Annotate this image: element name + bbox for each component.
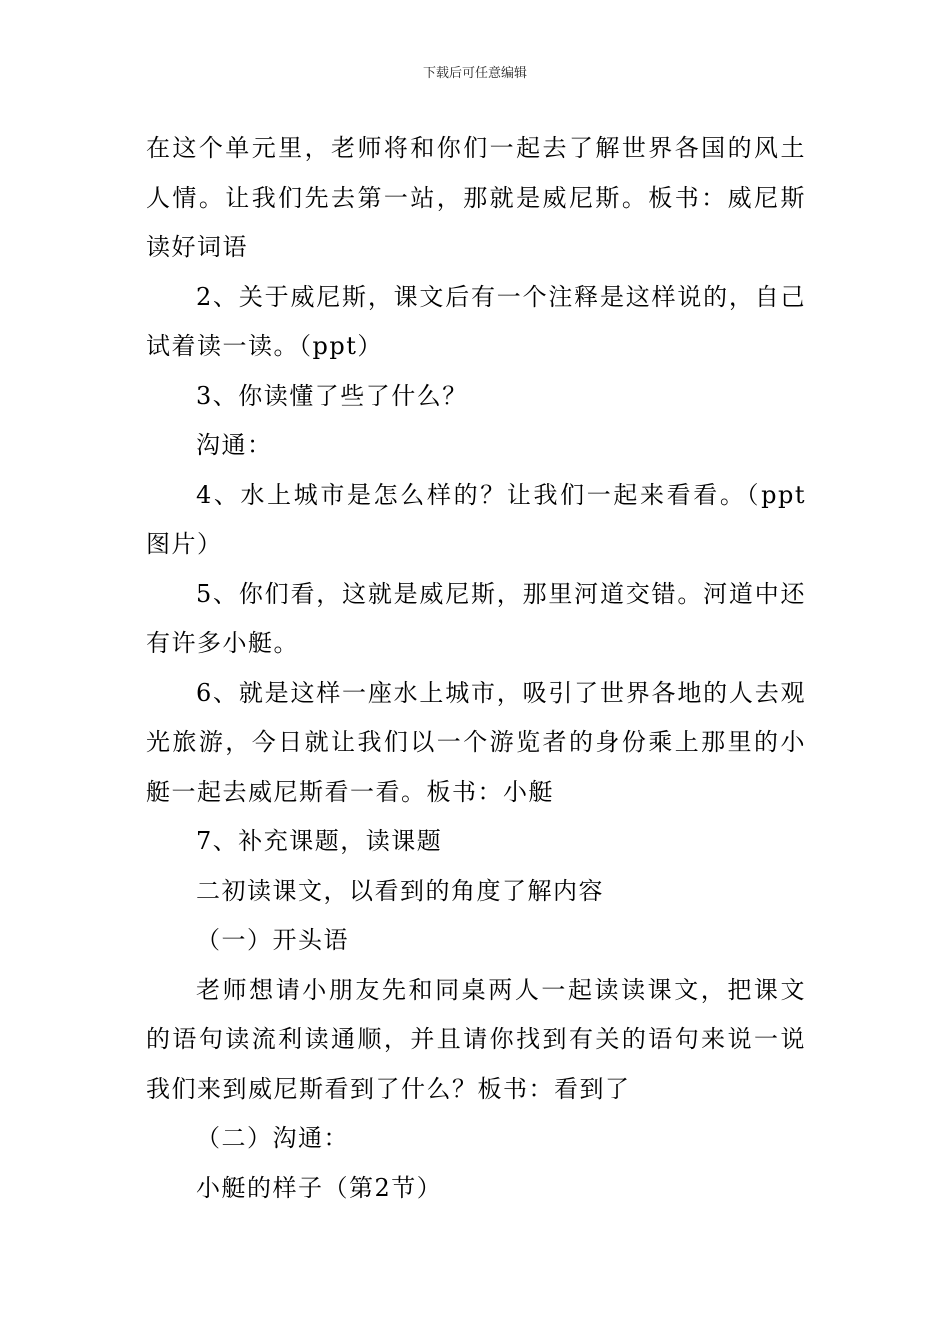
paragraph-boat-shape: 小艇的样子（第2节） (196, 1173, 443, 1202)
document-body (146, 124, 806, 1213)
paragraph-item-5: 5、你们看，这就是威尼斯，那里河道交错。河道中还有许多小艇。 (146, 579, 806, 657)
paragraph-communicate-1: 沟通： (196, 431, 273, 459)
subsection-heading-2: （二）沟通： (196, 1124, 349, 1152)
paragraph-item-3: 3、你读懂了些了什么？ (196, 381, 468, 410)
page-header-note: 下载后可任意编辑 (422, 66, 527, 81)
paragraph-teacher-instruction: 老师想请小朋友先和同桌两人一起读读课文，把课文的语句读流利读通顺，并且请你找到有关的语句来说一说我们来到威尼斯看到了什么？板书：看到了 (146, 975, 806, 1103)
paragraph-item-4: 4、水上城市是怎么样的？让我们一起来看看。（ppt图片） (146, 480, 806, 558)
section-heading-2: 二初读课文，以看到的角度了解内容 (196, 876, 604, 905)
paragraph-item-7: 7、补充课题，读课题 (196, 827, 443, 855)
paragraph-intro: 在这个单元里，老师将和你们一起去了解世界各国的风土人情。让我们先去第一站，那就是威尼斯。板书：威尼斯读好词语 (146, 134, 806, 261)
paragraph-item-6: 6、就是这样一座水上城市，吸引了世界各地的人去观光旅游，今日就让我们以一个游览者的身份乘上那里的小艇一起去威尼斯看一看。板书：小艇 (146, 678, 806, 806)
paragraph-item-2: 2、关于威尼斯，课文后有一个注释是这样说的，自己试着读一读。（ppt） (146, 282, 806, 360)
subsection-heading-1: （一）开头语 (196, 926, 349, 954)
